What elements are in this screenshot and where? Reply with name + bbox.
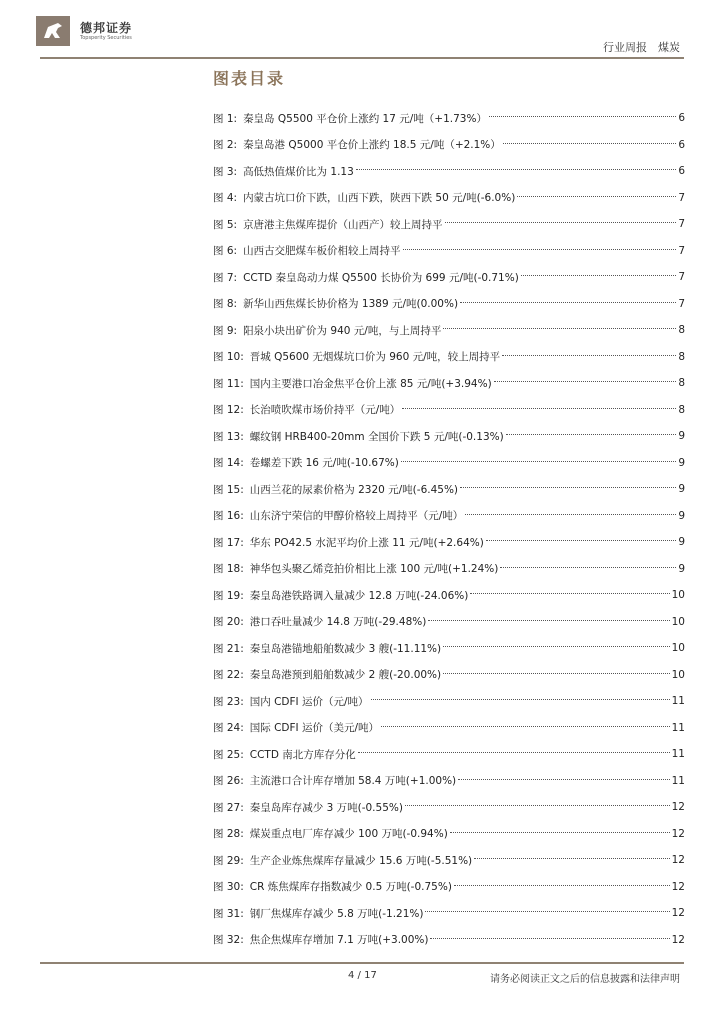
company-name-en: Topsperity Securities (80, 35, 132, 41)
toc-entry-title: 卷螺差下跌 16 元/吨(-10.67%) (249, 457, 399, 470)
toc-entry-label: 图 15: (213, 483, 244, 496)
disclaimer: 请务必阅读正文之后的信息披露和法律声明 (490, 974, 680, 985)
company-logo (36, 16, 70, 46)
toc-entry-label: 图 3: (213, 165, 238, 178)
dot-leader (401, 461, 676, 462)
toc-entry[interactable] (213, 688, 685, 715)
toc-entry-page: 9 (678, 536, 685, 549)
toc-entry-title: 长治喷吹煤市场价持平（元/吨） (249, 404, 401, 417)
toc-entry-title: 主流港口合计库存增加 58.4 万吨(+1.00%) (249, 775, 457, 788)
toc-entry-page: 7 (678, 244, 685, 257)
toc-entry-label: 图 11: (213, 377, 244, 390)
toc-entry[interactable] (213, 635, 685, 662)
report-category: 行业周报 煤炭 (603, 41, 680, 54)
toc-entry-page: 9 (678, 562, 685, 575)
toc-entry-label: 图 31: (213, 907, 244, 920)
toc-entry[interactable] (213, 264, 685, 291)
toc-entry-label: 图 2: (213, 139, 238, 152)
toc-entry-title: 国际 CDFI 运价（美元/吨） (249, 722, 380, 735)
toc-title: 图表目录 (213, 69, 286, 88)
toc-entry[interactable] (213, 927, 685, 954)
toc-entry-title: 华东 PO42.5 水泥平均价上涨 11 元/吨(+2.64%) (249, 536, 484, 549)
toc-entry-label: 图 32: (213, 934, 244, 947)
toc-entry-label: 图 7: (213, 271, 238, 284)
toc-entry-page: 7 (678, 271, 685, 284)
toc-entry-page: 12 (671, 827, 685, 840)
toc-entry-title: CCTD 南北方库存分化 (249, 748, 356, 761)
toc-entry-page: 6 (678, 138, 685, 151)
dot-leader (506, 434, 677, 435)
dot-leader (521, 275, 676, 276)
dot-leader (474, 858, 669, 859)
toc-entry-page: 11 (671, 721, 685, 734)
toc-entry-title: 秦皇岛港预到船舶数减少 2 艘(-20.00%) (249, 669, 442, 682)
toc-entry-label: 图 10: (213, 351, 244, 364)
toc-entry[interactable] (213, 476, 685, 503)
toc-entry-page: 9 (678, 483, 685, 496)
toc-entry-title: 晋城 Q5600 无烟煤坑口价为 960 元/吨，较上周持平 (249, 351, 501, 364)
toc-entry-label: 图 4: (213, 192, 238, 205)
toc-entry-page: 8 (678, 403, 685, 416)
toc-entry[interactable] (213, 503, 685, 530)
dot-leader (458, 779, 669, 780)
dot-leader (381, 726, 670, 727)
toc-entry[interactable] (213, 238, 685, 265)
toc-entry-title: 新华山西焦煤长协价格为 1389 元/吨(0.00%) (243, 298, 459, 311)
toc-entry-title: 生产企业炼焦煤库存量减少 15.6 万吨(-5.51%) (249, 854, 473, 867)
toc-entry-title: 港口吞吐量减少 14.8 万吨(-29.48%) (249, 616, 427, 629)
toc-entry[interactable] (213, 423, 685, 450)
toc-entry-page: 8 (678, 324, 685, 337)
toc-entry[interactable] (213, 874, 685, 901)
toc-entry-page: 8 (678, 377, 685, 390)
toc-entry-title: 山西古交肥煤车板价相较上周持平 (243, 245, 401, 258)
dot-leader (465, 514, 676, 515)
dot-leader (494, 381, 677, 382)
toc-entry[interactable] (213, 450, 685, 477)
toc-entry-label: 图 24: (213, 722, 244, 735)
toc-entry[interactable] (213, 317, 685, 344)
toc-entry-label: 图 22: (213, 669, 244, 682)
toc-entry-page: 10 (671, 589, 685, 602)
toc-entry-page: 9 (678, 509, 685, 522)
toc-entry-label: 图 30: (213, 881, 244, 894)
toc-entry-title: 秦皇岛港锚地船舶数减少 3 艘(-11.11%) (249, 642, 442, 655)
dot-leader (450, 832, 670, 833)
toc-entry[interactable] (213, 291, 685, 318)
toc-entry[interactable] (213, 211, 685, 238)
toc-entry-label: 图 5: (213, 218, 238, 231)
dot-leader (430, 938, 669, 939)
toc-entry[interactable] (213, 768, 685, 795)
dot-leader (517, 196, 676, 197)
toc-entry-label: 图 28: (213, 828, 244, 841)
toc-entry-title: CCTD 秦皇岛动力煤 Q5500 长协价为 699 元/吨(-0.71%) (243, 271, 519, 284)
dot-leader (356, 169, 677, 170)
dot-leader (502, 355, 676, 356)
toc-entry-page: 12 (671, 880, 685, 893)
toc-entry-label: 图 26: (213, 775, 244, 788)
footer-divider (40, 962, 684, 964)
toc-entry-title: 钢厂焦煤库存减少 5.8 万吨(-1.21%) (249, 907, 424, 920)
toc-entry-label: 图 9: (213, 324, 238, 337)
dot-leader (425, 911, 669, 912)
toc-entry-label: 图 19: (213, 589, 244, 602)
dot-leader (445, 222, 677, 223)
toc-entry[interactable] (213, 794, 685, 821)
toc-entry-page: 6 (678, 165, 685, 178)
toc-entry-label: 图 6: (213, 245, 238, 258)
toc-entry-page: 10 (671, 615, 685, 628)
dot-leader (403, 249, 677, 250)
toc-entry[interactable] (213, 529, 685, 556)
toc-entry[interactable] (213, 741, 685, 768)
toc-entry[interactable] (213, 900, 685, 927)
toc-entry-label: 图 21: (213, 642, 244, 655)
toc-entry-label: 图 27: (213, 801, 244, 814)
dot-leader (486, 540, 676, 541)
toc-entry-page: 12 (671, 933, 685, 946)
toc-entry[interactable] (213, 662, 685, 689)
toc-list (213, 105, 685, 953)
toc-entry-title: 焦企焦煤库存增加 7.1 万吨(+3.00%) (249, 934, 429, 947)
toc-entry-title: 内蒙古坑口价下跌，山西下跌，陕西下跌 50 元/吨(-6.0%) (243, 192, 516, 205)
toc-entry-title: 秦皇岛港铁路调入量减少 12.8 万吨(-24.06%) (249, 589, 469, 602)
toc-entry-title: 国内 CDFI 运价（元/吨） (249, 695, 369, 708)
dot-leader (460, 487, 676, 488)
toc-entry-title: 神华包头聚乙烯竞拍价相比上涨 100 元/吨(+1.24%) (249, 563, 499, 576)
toc-entry-label: 图 14: (213, 457, 244, 470)
toc-entry[interactable] (213, 582, 685, 609)
toc-entry-title: 国内主要港口冶金焦平仓价上涨 85 元/吨(+3.94%) (249, 377, 492, 390)
toc-entry-title: 山西兰花的尿素价格为 2320 元/吨(-6.45%) (249, 483, 459, 496)
toc-entry[interactable] (213, 556, 685, 583)
dot-leader (454, 885, 670, 886)
toc-entry-page: 12 (671, 907, 685, 920)
toc-entry-label: 图 20: (213, 616, 244, 629)
toc-entry-page: 9 (678, 430, 685, 443)
toc-entry[interactable] (213, 185, 685, 212)
toc-entry-page: 12 (671, 801, 685, 814)
toc-entry-page: 9 (678, 456, 685, 469)
dot-leader (503, 143, 677, 144)
toc-entry[interactable] (213, 609, 685, 636)
toc-entry-title: 秦皇岛 Q5500 平仓价上涨约 17 元/吨（+1.73%） (243, 112, 487, 125)
toc-entry-page: 7 (678, 297, 685, 310)
toc-entry[interactable] (213, 370, 685, 397)
toc-entry-label: 图 16: (213, 510, 244, 523)
toc-entry-page: 12 (671, 854, 685, 867)
toc-entry[interactable] (213, 715, 685, 742)
toc-entry-page: 7 (678, 218, 685, 231)
toc-entry-title: 螺纹钢 HRB400-20mm 全国价下跌 5 元/吨(-0.13%) (249, 430, 504, 443)
toc-entry[interactable] (213, 105, 685, 132)
horse-logo-icon (41, 21, 65, 41)
dot-leader (460, 302, 676, 303)
dot-leader (443, 646, 670, 647)
toc-entry-title: CR 炼焦煤库存指数减少 0.5 万吨(-0.75%) (249, 881, 452, 894)
page-number: 4 / 17 (348, 970, 377, 981)
toc-entry[interactable] (213, 344, 685, 371)
toc-entry-title: 秦皇岛库存减少 3 万吨(-0.55%) (249, 801, 403, 814)
toc-entry-title: 京唐港主焦煤库提价（山西产）较上周持平 (243, 218, 443, 231)
toc-entry-page: 10 (671, 668, 685, 681)
toc-entry-label: 图 29: (213, 854, 244, 867)
dot-leader (428, 620, 669, 621)
toc-entry-page: 7 (678, 191, 685, 204)
dot-leader (443, 673, 670, 674)
toc-entry-title: 煤炭重点电厂库存减少 100 万吨(-0.94%) (249, 828, 448, 841)
toc-entry-title: 阳泉小块出矿价为 940 元/吨，与上周持平 (243, 324, 442, 337)
toc-entry-label: 图 1: (213, 112, 238, 125)
dot-leader (402, 408, 676, 409)
toc-entry-title: 山东济宁荣信的甲醇价格较上周持平（元/吨） (249, 510, 464, 523)
toc-entry-label: 图 17: (213, 536, 244, 549)
toc-entry-page: 6 (678, 112, 685, 125)
toc-entry-page: 11 (671, 695, 685, 708)
dot-leader (405, 805, 670, 806)
toc-entry-page: 11 (671, 774, 685, 787)
company-name: 德邦证券 (80, 21, 133, 35)
toc-entry-label: 图 13: (213, 430, 244, 443)
toc-entry-label: 图 23: (213, 695, 244, 708)
dot-leader (443, 328, 676, 329)
toc-entry-title: 高低热值煤价比为 1.13 (243, 165, 354, 178)
header-divider (40, 57, 684, 59)
toc-entry-page: 10 (671, 642, 685, 655)
toc-entry[interactable] (213, 847, 685, 874)
toc-entry-page: 8 (678, 350, 685, 363)
toc-entry-label: 图 25: (213, 748, 244, 761)
toc-entry[interactable] (213, 158, 685, 185)
dot-leader (358, 752, 670, 753)
toc-entry-page: 11 (671, 748, 685, 761)
toc-entry-label: 图 18: (213, 563, 244, 576)
dot-leader (489, 116, 676, 117)
toc-entry[interactable] (213, 397, 685, 424)
toc-entry-title: 秦皇岛港 Q5000 平仓价上涨约 18.5 元/吨（+2.1%） (243, 139, 501, 152)
dot-leader (371, 699, 670, 700)
toc-entry[interactable] (213, 821, 685, 848)
dot-leader (470, 593, 669, 594)
toc-entry-label: 图 8: (213, 298, 238, 311)
dot-leader (500, 567, 676, 568)
toc-entry-label: 图 12: (213, 404, 244, 417)
toc-entry[interactable] (213, 132, 685, 159)
